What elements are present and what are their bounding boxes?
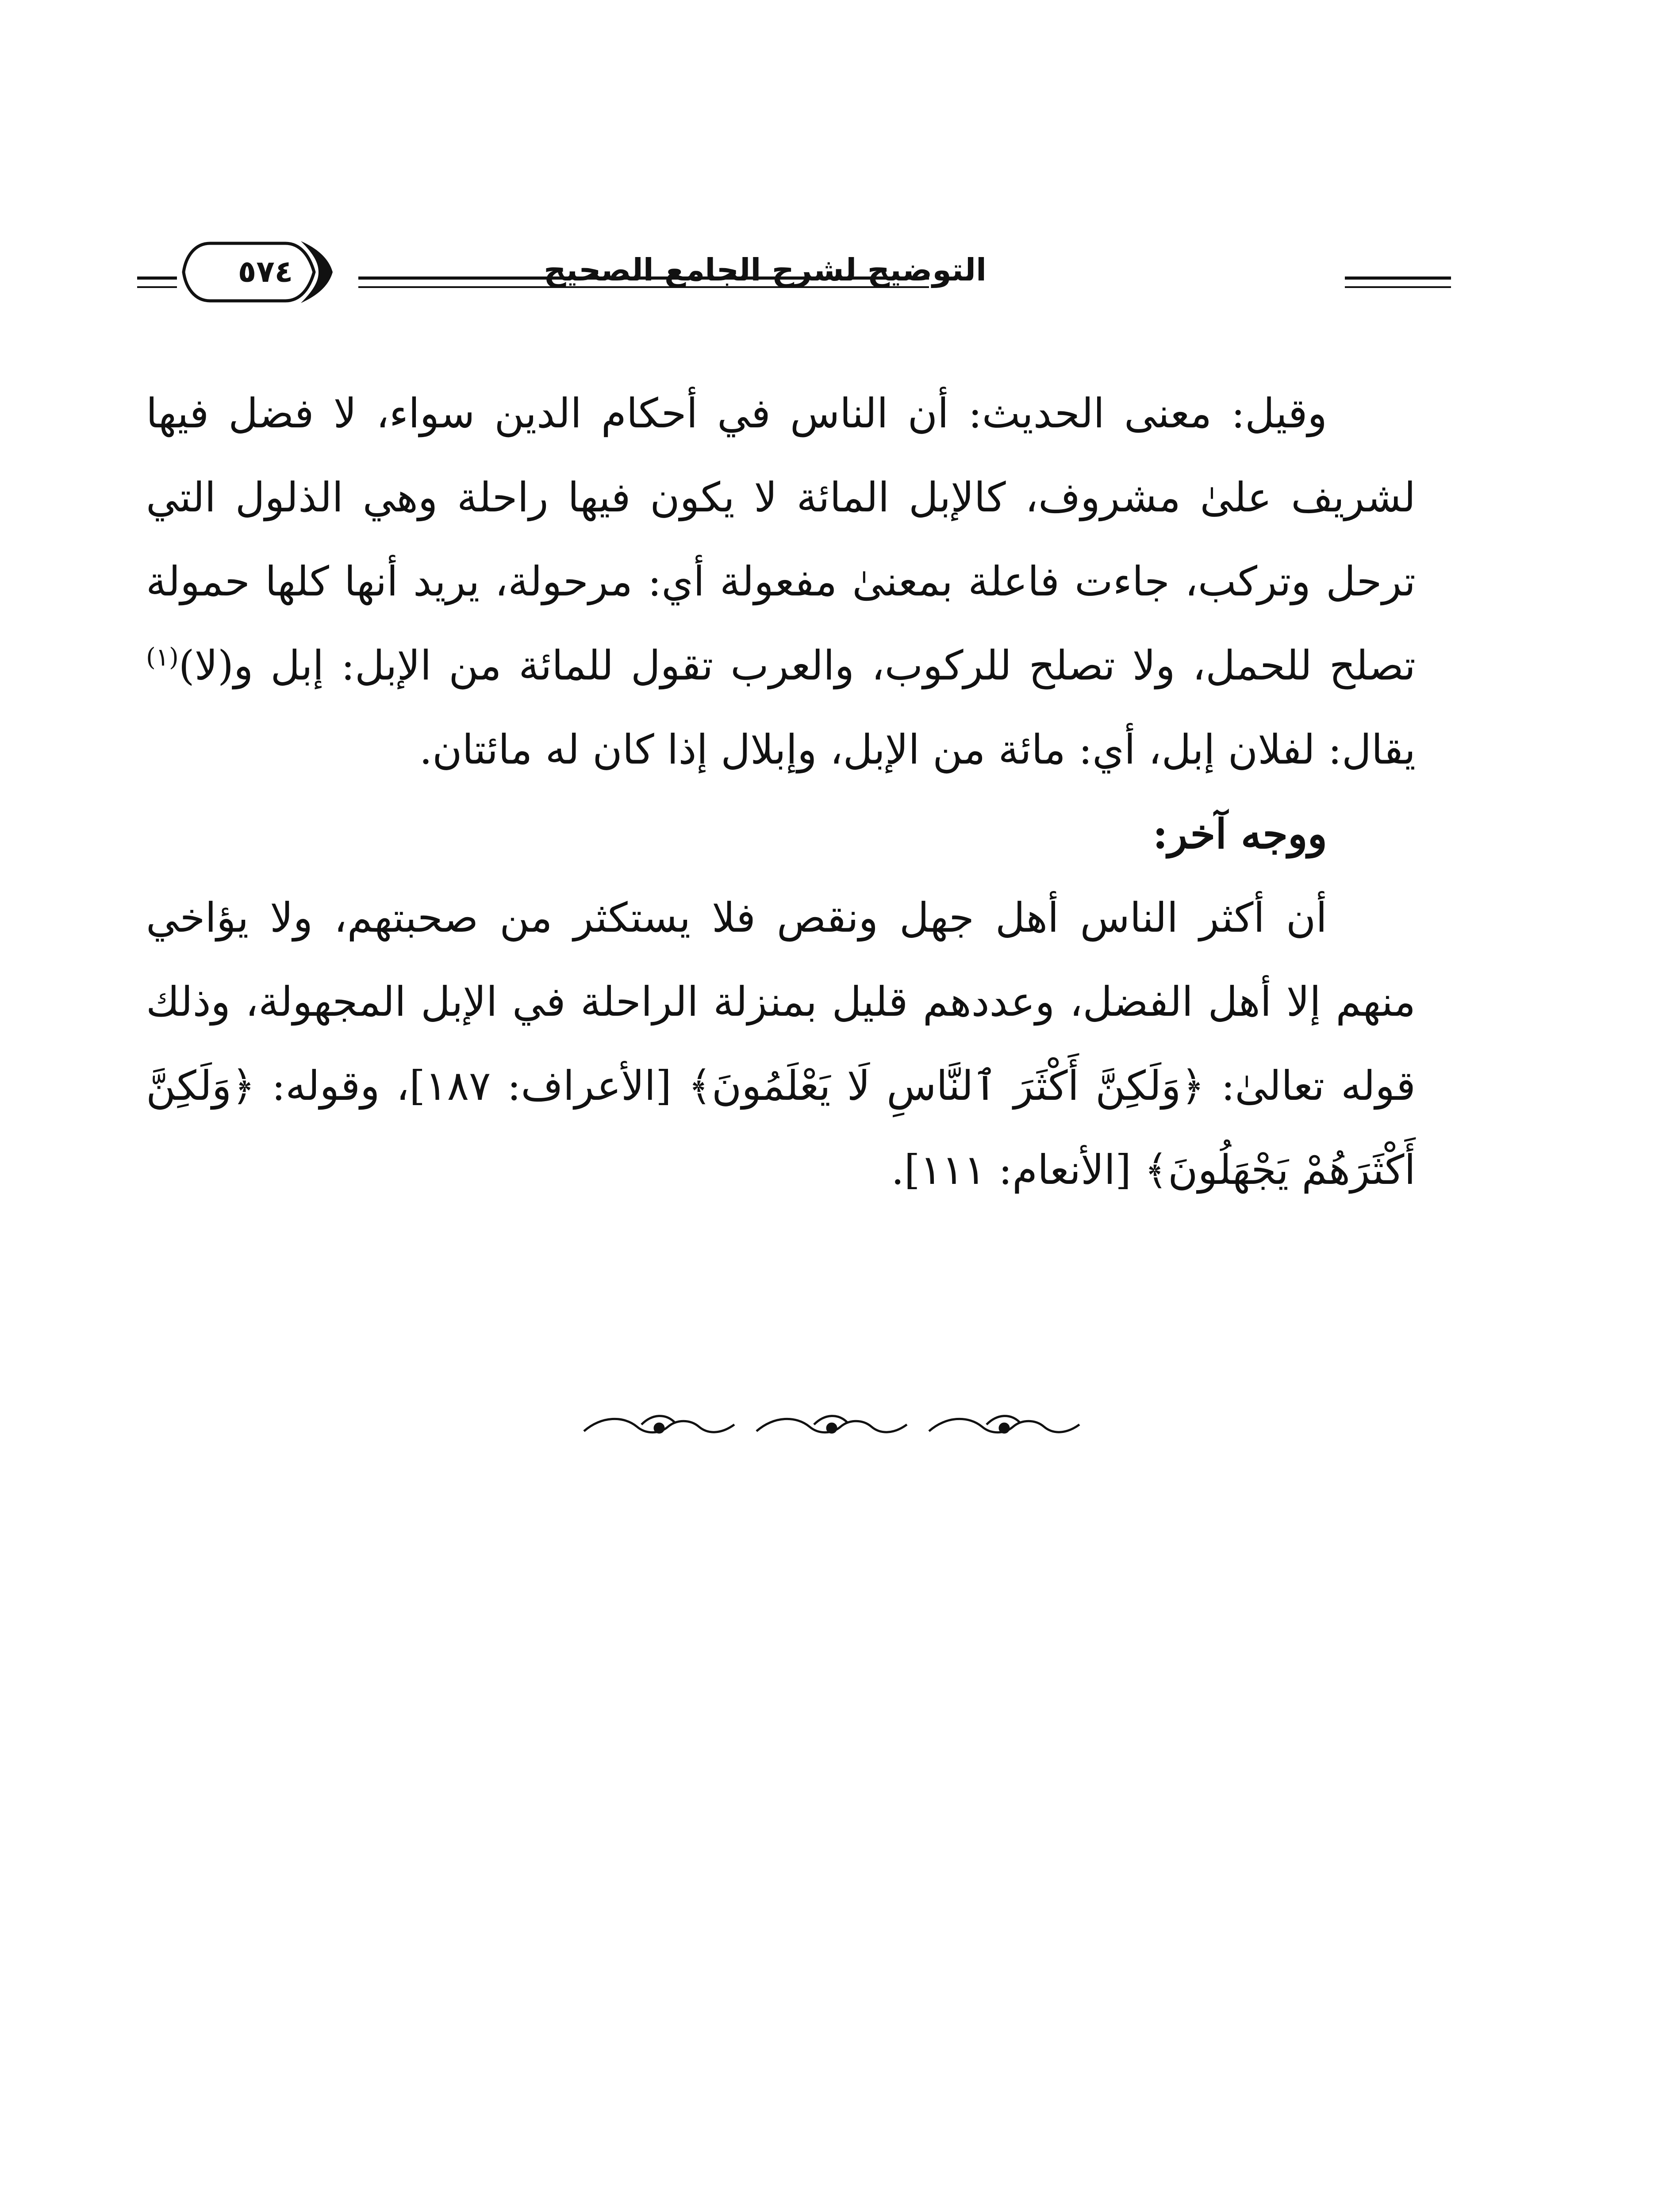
header-title: التوضيح لشرح الجامع الصحيح <box>544 252 987 288</box>
header-rule-right-short-thin <box>1345 286 1451 288</box>
paragraph-1 <box>146 372 1416 792</box>
paragraph-2-text-a: أن أكثر الناس أهل جهل ونقص فلا يستكثر من صحبتهم، ولا يؤاخي منهم إلا أهل الفضل، وعددهم قليل بمنزلة الراحلة في الإبل المجهولة، وذلك قوله تعالىٰ: <box>146 894 1416 1110</box>
page-number-badge <box>168 234 336 310</box>
paragraph-1-continuation: يقال: لفلان إبل، أي: مائة من الإبل، وإبلال إذا كان له مائتان. <box>419 726 1416 773</box>
main-text <box>146 372 1416 1212</box>
paragraph-2-text-c: [الأنعام: ١١١]. <box>891 1146 1144 1194</box>
quran-verse-1: ﴿وَلَكِنَّ أَكْثَرَ ٱلنَّاسِ لَا يَعْلَمُونَ﴾ <box>687 1062 1205 1110</box>
paragraph-1-text: وقيل: معنى الحديث: أن الناس في أحكام الدين سواء، لا فضل فيها لشريف علىٰ مشروف، كالإبل المائة لا يكون فيها راحلة وهي الذلول التي ترحل وتركب، جاءت فاعلة بمعنىٰ مفعولة أي: مرحولة، يريد أنها كلها حمولة تصلح للحمل، ولا تصلح للركوب، والعرب تقول للمائة من الإبل: إبل و(لا) <box>146 390 1416 689</box>
running-header <box>137 230 1531 327</box>
paragraph-2-text-b: [الأعراف: ١٨٧]، وقوله: <box>255 1062 688 1110</box>
footnote-ref-1[interactable]: (١) <box>146 643 179 672</box>
paragraph-2 <box>146 876 1416 1212</box>
quran-verse-2: ﴿وَلَكِنَّ أَكْثَرَهُمْ يَجْهَلُونَ﴾ <box>146 1062 1416 1194</box>
ornament-divider-icon <box>575 1407 1097 1447</box>
section-heading: ووجه آخر: <box>1152 810 1327 858</box>
page-number: ٥٧٤ <box>238 254 293 289</box>
header-rule-long <box>358 276 929 280</box>
header-rule-right-short <box>1345 276 1451 280</box>
header-rule-long-thin <box>358 286 929 288</box>
